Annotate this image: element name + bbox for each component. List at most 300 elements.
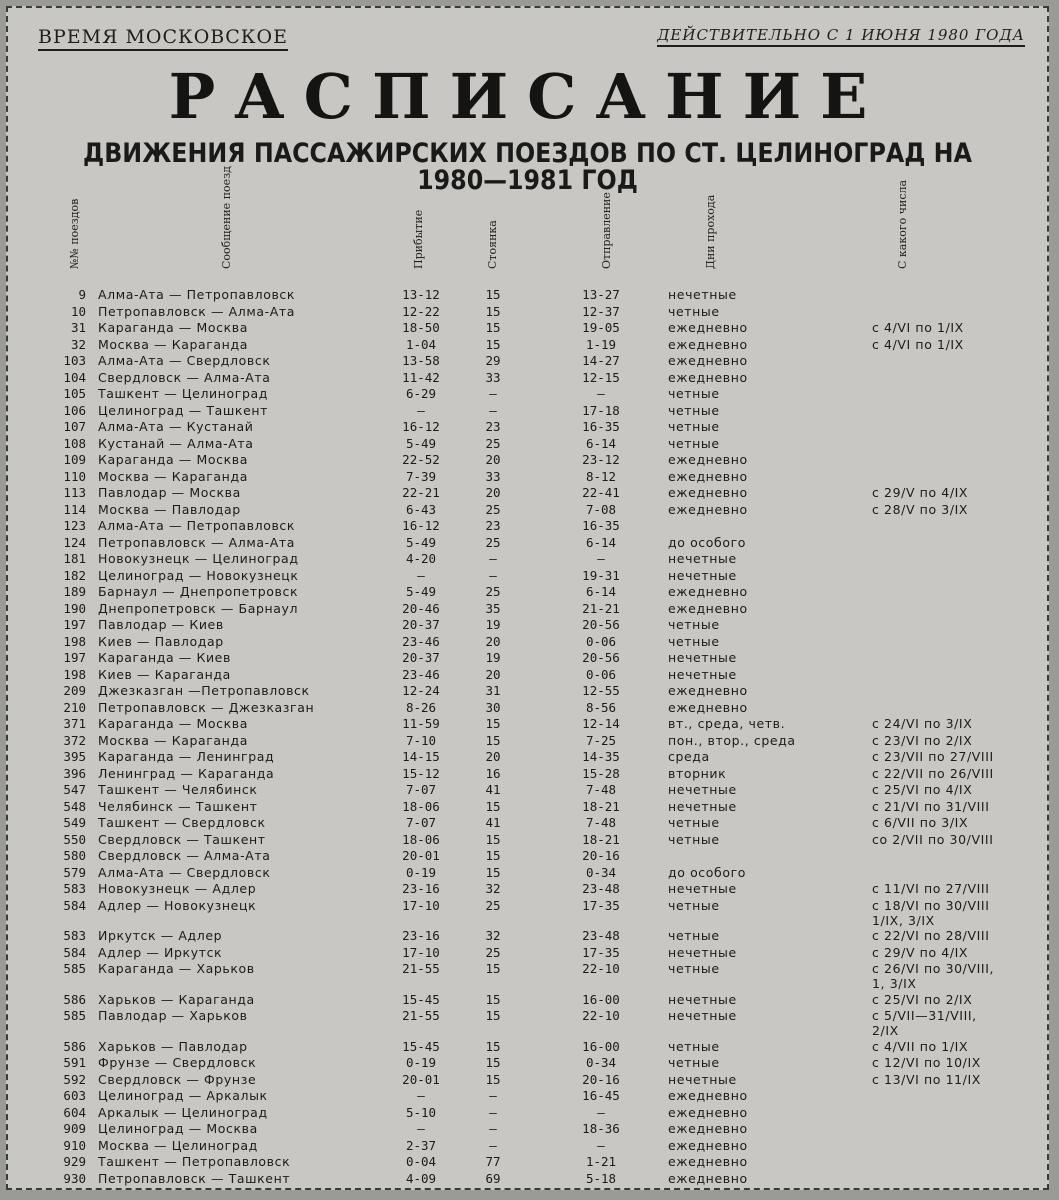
table-row (8, 617, 1047, 633)
cell-dep: 0-06 (585, 633, 617, 649)
cell-stop: 15 (485, 336, 501, 352)
cell-num: 584 (63, 944, 86, 960)
cell-route: Караганда — Харьков (98, 961, 255, 976)
cell-dep: 0-34 (585, 1055, 617, 1070)
cell-days: ежедневно (668, 1137, 748, 1153)
cell-num: 585 (63, 961, 86, 976)
cell-route: Алма-Ата — Петропавловск (98, 287, 296, 302)
cell-dep: 12-37 (582, 303, 620, 319)
cell-stop: — (489, 1121, 497, 1136)
cell-stop: 15 (485, 287, 501, 302)
cell-dep: 14-35 (582, 749, 620, 764)
cell-days: ежедневно (668, 468, 748, 484)
cell-days: нечетные (668, 551, 737, 566)
table-row (8, 403, 1047, 419)
cell-route: Ташкент — Свердловск (98, 815, 266, 830)
col-header-departure: Отправление (600, 192, 613, 269)
cell-dep: 1-21 (585, 1154, 617, 1169)
cell-dep: — (597, 1104, 605, 1120)
cell-arr: 23-46 (402, 633, 440, 649)
cell-stop: 20 (485, 633, 501, 649)
cell-days: нечетные (668, 991, 737, 1007)
cell-stop: 15 (485, 961, 501, 976)
cell-stop: 25 (485, 435, 501, 451)
cell-arr: 21-55 (402, 1008, 440, 1023)
cell-stop: — (489, 551, 497, 566)
cell-route: Кустанай — Алма-Ата (98, 435, 254, 451)
time-label: ВРЕМЯ МОСКОВСКОЕ (38, 26, 288, 51)
cell-stop: 15 (485, 1008, 501, 1023)
cell-dep: 19-05 (582, 320, 620, 335)
cell-stop: — (489, 567, 497, 583)
cell-num: 109 (63, 452, 86, 467)
cell-arr: 2-37 (405, 1137, 437, 1153)
cell-num: 108 (63, 435, 86, 451)
cell-arr: 17-10 (402, 897, 440, 913)
cell-num: 190 (63, 600, 86, 616)
table-row (8, 634, 1047, 650)
cell-route: Целиноград — Аркалык (98, 1088, 268, 1103)
cell-dep: 5-18 (585, 1170, 617, 1186)
cell-arr: 0-04 (405, 1154, 437, 1169)
cell-dep: 17-35 (582, 897, 620, 913)
table-row (8, 667, 1047, 683)
cell-num: 586 (63, 1038, 86, 1054)
cell-dep: 20-16 (582, 1071, 620, 1087)
cell-days: ежедневно (668, 600, 748, 616)
table-row (8, 452, 1047, 468)
col-header-stop: Стоянка (486, 220, 499, 269)
cell-num: 182 (63, 567, 86, 583)
cell-arr: 11-42 (402, 369, 440, 385)
cell-num: 197 (63, 617, 86, 632)
cell-route: Алма-Ата — Свердловск (98, 353, 271, 368)
cell-arr: — (417, 567, 425, 583)
cell-arr: 12-24 (402, 683, 440, 698)
cell-route: Алма-Ата — Свердловск (98, 864, 271, 880)
cell-from: с 23/VI по 2/IX (872, 732, 973, 748)
table-row (8, 419, 1047, 435)
cell-dep: 23-48 (582, 928, 620, 943)
cell-arr: 22-52 (402, 452, 440, 467)
cell-stop: 23 (485, 518, 501, 533)
cell-days: ежедневно (668, 683, 748, 698)
cell-days: четные (668, 435, 720, 451)
cell-from: с 4/VII по 1/IX (872, 1038, 969, 1054)
cell-from: с 25/VI по 4/IX (872, 782, 973, 797)
cell-from: с 4/VI по 1/IX (872, 336, 964, 352)
cell-stop: 69 (485, 1170, 501, 1186)
cell-num: 371 (63, 716, 86, 731)
cell-from: с 13/VI по 11/IX (872, 1071, 981, 1087)
cell-arr: 17-10 (402, 944, 440, 960)
cell-days: четные (668, 961, 720, 976)
cell-dep: 8-56 (585, 699, 617, 715)
cell-arr: 14-15 (402, 749, 440, 764)
cell-route: Москва — Караганда (98, 336, 248, 352)
cell-route: Петропавловск — Алма-Ата (98, 534, 296, 550)
table-row (8, 551, 1047, 567)
cell-dep: 20-56 (582, 650, 620, 665)
cell-days: четные (668, 419, 720, 434)
cell-num: 929 (63, 1154, 86, 1169)
table-row (8, 897, 1047, 928)
table-row (8, 386, 1047, 402)
table-row (8, 518, 1047, 534)
table-row (8, 370, 1047, 386)
cell-stop: 25 (485, 534, 501, 550)
cell-days: ежедневно (668, 1088, 748, 1103)
cell-arr: 23-46 (402, 666, 440, 682)
col-header-num: №№ поездов (68, 198, 81, 269)
cell-days: ежедневно (668, 353, 748, 368)
page-title: РАСПИСАНИЕ (168, 60, 887, 133)
cell-route: Петропавловск — Алма-Ата (98, 303, 296, 319)
cell-stop: 33 (485, 468, 501, 484)
col-header-from-date: С какого числа (896, 179, 909, 269)
cell-days: ежедневно (668, 1170, 748, 1186)
cell-num: 585 (63, 1008, 86, 1023)
cell-num: 124 (63, 534, 86, 550)
cell-arr: 20-01 (402, 1071, 440, 1087)
table-row (8, 881, 1047, 897)
cell-num: 197 (63, 650, 86, 665)
cell-stop: 25 (485, 897, 501, 913)
table-row (8, 766, 1047, 782)
cell-arr: 7-07 (405, 815, 437, 830)
top-line (38, 26, 1025, 56)
cell-days: нечетные (668, 650, 737, 665)
cell-dep: 0-34 (585, 864, 617, 880)
cell-days: среда (668, 749, 710, 764)
cell-dep: — (597, 386, 605, 401)
cell-dep: 18-36 (582, 1121, 620, 1136)
cell-route: Алма-Ата — Кустанай (98, 419, 254, 434)
cell-from: с 18/VI по 30/VIII 1/IX, 3/IX (872, 897, 990, 928)
cell-days: вт., среда, четв. (668, 716, 786, 731)
cell-from: с 29/V по 4/IX (872, 485, 969, 500)
cell-arr: 5-10 (405, 1104, 437, 1120)
table-row (8, 1138, 1047, 1154)
cell-num: 580 (63, 848, 86, 863)
col-header-days: Дни прохода (704, 194, 717, 269)
table-row (8, 683, 1047, 699)
cell-arr: 0-19 (405, 864, 437, 880)
table-row (8, 1154, 1047, 1170)
cell-days: до особого (668, 534, 747, 550)
cell-days: ежедневно (668, 1121, 748, 1136)
cell-route: Караганда — Москва (98, 452, 248, 467)
table-row (8, 1121, 1047, 1137)
cell-stop: 19 (485, 617, 501, 632)
cell-dep: 17-18 (582, 402, 620, 418)
cell-stop: 35 (485, 600, 501, 616)
cell-route: Караганда — Ленинград (98, 749, 275, 764)
table-row (8, 650, 1047, 666)
table-row (8, 1171, 1047, 1187)
cell-num: 579 (63, 864, 86, 880)
cell-num: 103 (63, 353, 86, 368)
cell-stop: 15 (485, 864, 501, 880)
cell-dep: 16-00 (582, 1038, 620, 1054)
cell-stop: 20 (485, 485, 501, 500)
cell-route: Павлодар — Киев (98, 617, 224, 632)
cell-dep: — (597, 1137, 605, 1153)
cell-dep: 6-14 (585, 435, 617, 451)
cell-arr: 15-45 (402, 991, 440, 1007)
cell-num: 592 (63, 1071, 86, 1087)
cell-stop: 25 (485, 584, 501, 599)
cell-days: нечетные (668, 944, 737, 960)
cell-days: четные (668, 928, 720, 943)
cell-from: с 5/VII—31/VIII, 2/IX (872, 1008, 977, 1038)
cell-stop: 20 (485, 749, 501, 764)
cell-days: нечетные (668, 782, 737, 797)
cell-from: с 26/VI по 30/VIII, 1, 3/IX (872, 961, 995, 991)
cell-dep: 14-27 (582, 353, 620, 368)
cell-arr: 23-16 (402, 881, 440, 896)
cell-arr: 22-21 (402, 485, 440, 500)
cell-days: четные (668, 617, 720, 632)
cell-days: нечетные (668, 567, 737, 583)
cell-stop: 15 (485, 303, 501, 319)
cell-dep: — (597, 551, 605, 566)
cell-num: 210 (63, 699, 86, 715)
table-row (8, 568, 1047, 584)
cell-days: нечетные (668, 1008, 737, 1023)
cell-stop: 41 (485, 815, 501, 830)
table-row (8, 1088, 1047, 1104)
cell-route: Фрунзе — Свердловск (98, 1055, 257, 1070)
table-row (8, 1039, 1047, 1055)
cell-days: четные (668, 303, 720, 319)
table-row (8, 601, 1047, 617)
cell-stop: 29 (485, 353, 501, 368)
cell-days: нечетные (668, 287, 737, 302)
cell-days: нечетные (668, 798, 737, 814)
cell-num: 583 (63, 928, 86, 943)
cell-stop: 25 (485, 944, 501, 960)
cell-num: 548 (63, 798, 86, 814)
cell-route: Харьков — Павлодар (98, 1038, 248, 1054)
cell-days: ежедневно (668, 336, 748, 352)
cell-num: 198 (63, 633, 86, 649)
cell-dep: 23-48 (582, 881, 620, 896)
cell-route: Ташкент — Челябинск (98, 782, 258, 797)
cell-from: с 28/V по 3/IX (872, 501, 969, 517)
cell-days: четные (668, 1038, 720, 1054)
cell-arr: 20-37 (402, 617, 440, 632)
table-row (8, 469, 1047, 485)
cell-route: Киев — Караганда (98, 666, 231, 682)
cell-days: нечетные (668, 1071, 737, 1087)
cell-stop: 41 (485, 782, 501, 797)
cell-days: нечетные (668, 666, 737, 682)
table-row (8, 1105, 1047, 1121)
table-row (8, 436, 1047, 452)
cell-dep: 12-15 (582, 369, 620, 385)
cell-num: 32 (70, 336, 86, 352)
cell-arr: 0-19 (405, 1055, 437, 1070)
cell-num: 909 (63, 1121, 86, 1136)
table-row (8, 992, 1047, 1008)
cell-dep: 12-14 (582, 716, 620, 731)
cell-route: Москва — Караганда (98, 468, 248, 484)
cell-arr: 7-10 (405, 732, 437, 748)
table-row (8, 865, 1047, 881)
cell-route: Адлер — Новокузнецк (98, 897, 257, 913)
cell-arr: — (417, 402, 425, 418)
cell-days: четные (668, 1055, 720, 1070)
cell-dep: 22-10 (582, 961, 620, 976)
cell-arr: 20-01 (402, 848, 440, 863)
cell-days: до особого (668, 864, 747, 880)
cell-days: четные (668, 815, 720, 830)
cell-num: 181 (63, 551, 86, 566)
cell-num: 591 (63, 1055, 86, 1070)
cell-route: Петропавловск — Джезказган (98, 699, 315, 715)
cell-route: Целиноград — Новокузнецк (98, 567, 299, 583)
cell-arr: 5-49 (405, 534, 437, 550)
cell-days: ежедневно (668, 369, 748, 385)
table-row (8, 304, 1047, 320)
cell-num: 209 (63, 683, 86, 698)
cell-route: Аркалык — Целиноград (98, 1104, 268, 1120)
cell-num: 550 (63, 831, 86, 847)
cell-arr: 21-55 (402, 961, 440, 976)
cell-arr: 6-29 (405, 386, 437, 401)
cell-stop: 16 (485, 765, 501, 781)
cell-num: 930 (63, 1170, 86, 1186)
table-row (8, 700, 1047, 716)
cell-num: 104 (63, 369, 86, 385)
cell-dep: 0-06 (585, 666, 617, 682)
cell-from: с 29/V по 4/IX (872, 944, 969, 960)
cell-dep: 7-48 (585, 782, 617, 797)
table-row (8, 799, 1047, 815)
cell-days: четные (668, 897, 720, 913)
col-header-arrival: Прибытие (412, 209, 425, 269)
cell-num: 105 (63, 386, 86, 401)
cell-dep: 19-31 (582, 567, 620, 583)
cell-num: 583 (63, 881, 86, 896)
cell-route: Караганда — Киев (98, 650, 231, 665)
cell-days: ежедневно (668, 1154, 748, 1169)
cell-num: 603 (63, 1088, 86, 1103)
cell-num: 9 (78, 287, 86, 302)
cell-route: Москва — Павлодар (98, 501, 241, 517)
cell-arr: 8-26 (405, 699, 437, 715)
cell-arr: 15-45 (402, 1038, 440, 1054)
cell-days: четные (668, 402, 720, 418)
cell-num: 396 (63, 765, 86, 781)
table-row (8, 1055, 1047, 1071)
cell-route: Ленинград — Караганда (98, 765, 275, 781)
table-row (8, 535, 1047, 551)
cell-arr: 1-04 (405, 336, 437, 352)
cell-arr: 18-06 (402, 831, 440, 847)
cell-route: Москва — Целиноград (98, 1137, 258, 1153)
cell-days: пон., втор., среда (668, 732, 796, 748)
cell-arr: 7-39 (405, 468, 437, 484)
cell-stop: 23 (485, 419, 501, 434)
table-row (8, 287, 1047, 303)
cell-arr: 16-12 (402, 518, 440, 533)
cell-route: Ташкент — Целиноград (98, 386, 269, 401)
cell-from: с 25/VI по 2/IX (872, 991, 973, 1007)
table-row (8, 782, 1047, 798)
cell-dep: 22-41 (582, 485, 620, 500)
cell-stop: 31 (485, 683, 501, 698)
cell-days: ежедневно (668, 501, 748, 517)
cell-route: Павлодар — Харьков (98, 1008, 248, 1023)
table-row (8, 320, 1047, 336)
cell-dep: 7-25 (585, 732, 617, 748)
cell-arr: 5-49 (405, 435, 437, 451)
cell-dep: 16-35 (582, 419, 620, 434)
cell-route: Новокузнецк — Целиноград (98, 551, 299, 566)
cell-stop: 32 (485, 928, 501, 943)
cell-stop: 15 (485, 732, 501, 748)
cell-arr: 18-50 (402, 320, 440, 335)
cell-num: 395 (63, 749, 86, 764)
cell-arr: 4-20 (405, 551, 437, 566)
cell-arr: 6-43 (405, 501, 437, 517)
cell-arr: 15-12 (402, 765, 440, 781)
cell-arr: 4-09 (405, 1170, 437, 1186)
cell-stop: 15 (485, 1071, 501, 1087)
cell-dep: 22-10 (582, 1008, 620, 1023)
cell-days: ежедневно (668, 485, 748, 500)
cell-route: Джезказган —Петропавловск (98, 683, 310, 698)
cell-days: четные (668, 831, 720, 847)
cell-from: с 11/VI по 27/VIII (872, 881, 990, 896)
cell-days: ежедневно (668, 584, 748, 599)
cell-days: ежедневно (668, 1104, 748, 1120)
cell-route: Харьков — Караганда (98, 991, 255, 1007)
cell-stop: 32 (485, 881, 501, 896)
cell-route: Иркутск — Адлер (98, 928, 223, 943)
cell-num: 107 (63, 419, 86, 434)
cell-route: Алма-Ата — Петропавловск (98, 518, 296, 533)
cell-days: ежедневно (668, 452, 748, 467)
cell-dep: 20-16 (582, 848, 620, 863)
cell-arr: 16-12 (402, 419, 440, 434)
cell-stop: 15 (485, 320, 501, 335)
table-row (8, 832, 1047, 848)
cell-arr: 20-46 (402, 600, 440, 616)
cell-route: Челябинск — Ташкент (98, 798, 258, 814)
cell-route: Целиноград — Ташкент (98, 402, 269, 418)
table-row (8, 815, 1047, 831)
cell-num: 372 (63, 732, 86, 748)
table-row (8, 337, 1047, 353)
cell-route: Киев — Павлодар (98, 633, 224, 649)
cell-days: четные (668, 386, 720, 401)
cell-days: ежедневно (668, 320, 748, 335)
cell-stop: 30 (485, 699, 501, 715)
cell-dep: 20-56 (582, 617, 620, 632)
cell-num: 547 (63, 782, 86, 797)
cell-stop: 77 (485, 1154, 501, 1169)
cell-dep: 16-35 (582, 518, 620, 533)
cell-route: Караганда — Москва (98, 716, 248, 731)
cell-stop: 25 (485, 501, 501, 517)
cell-stop: 19 (485, 650, 501, 665)
cell-num: 198 (63, 666, 86, 682)
cell-dep: 1-19 (585, 336, 617, 352)
cell-route: Свердловск — Алма-Ата (98, 369, 271, 385)
